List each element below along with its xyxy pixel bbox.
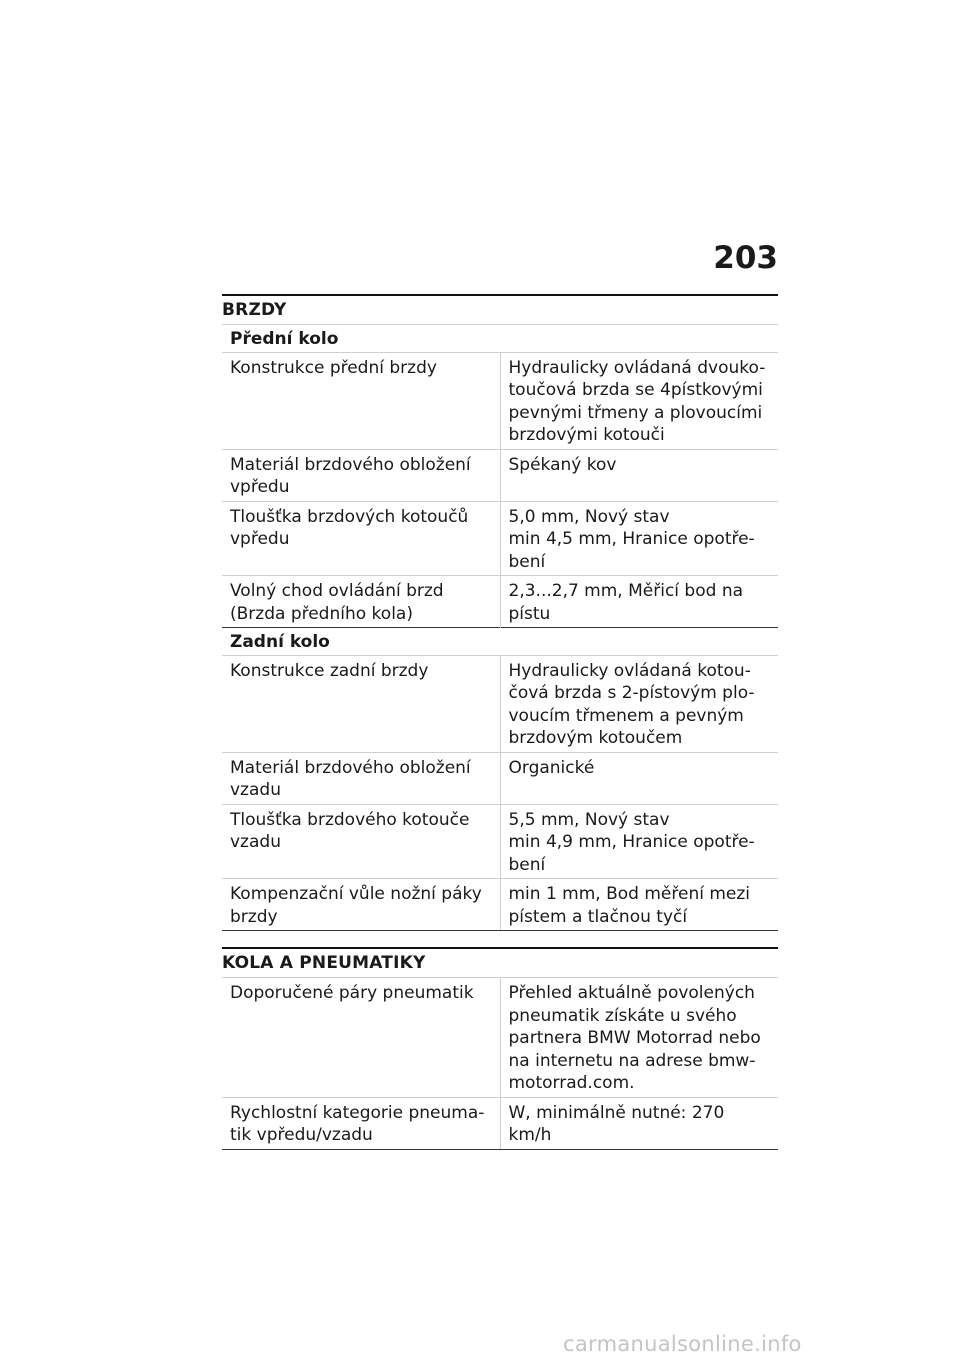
spec-value: Organické <box>500 752 778 804</box>
spec-label: Volný chod ovládání brzd (Brzda předního kola) <box>222 576 500 628</box>
spec-label: Konstrukce přední brzdy <box>222 352 500 449</box>
brakes-table <box>222 324 778 931</box>
table-row <box>222 576 778 628</box>
spec-label: Rychlostní kategorie pneuma- tik vpředu/vzadu <box>222 1097 500 1149</box>
page-number: 203 <box>713 240 778 276</box>
subsection-title: Zadní kolo <box>222 628 778 656</box>
spec-value: 5,0 mm, Nový stav min 4,5 mm, Hranice opotře- bení <box>500 501 778 576</box>
table-row <box>222 879 778 931</box>
table-row <box>222 352 778 449</box>
subsection-rear-wheel <box>222 628 778 656</box>
spec-label: Tloušťka brzdových kotoučů vpředu <box>222 501 500 576</box>
wheels-table <box>222 977 778 1150</box>
spec-label: Tloušťka brzdového kotouče vzadu <box>222 804 500 879</box>
spec-label: Konstrukce zadní brzdy <box>222 655 500 752</box>
spec-value: W, minimálně nutné: 270 km/h <box>500 1097 778 1149</box>
table-row <box>222 752 778 804</box>
spec-label: Doporučené páry pneumatik <box>222 978 500 1098</box>
spec-value: Hydraulicky ovládaná kotou- čová brzda s 2-pístovým plo- voucím třmenem a pevným brzdovým kotoučem <box>500 655 778 752</box>
table-row <box>222 655 778 752</box>
watermark-text: carmanualsonline.info <box>563 1332 802 1356</box>
spec-label: Kompenzační vůle nožní páky brzdy <box>222 879 500 931</box>
spec-content <box>222 294 778 1150</box>
table-row <box>222 501 778 576</box>
table-row <box>222 804 778 879</box>
table-row <box>222 978 778 1098</box>
spec-value: Spékaný kov <box>500 449 778 501</box>
spec-value: 5,5 mm, Nový stav min 4,9 mm, Hranice opotře- bení <box>500 804 778 879</box>
spec-value: min 1 mm, Bod měření mezi pístem a tlačnou tyčí <box>500 879 778 931</box>
table-row <box>222 1097 778 1149</box>
table-row <box>222 449 778 501</box>
spec-value: Hydraulicky ovládaná dvouko- toučová brzda se 4pístkovými pevnými třmeny a plovoucími brzdovými kotouči <box>500 352 778 449</box>
spec-value: Přehled aktuálně povolených pneumatik získáte u svého partnera BMW Motorrad nebo na internetu na adrese bmw- motorrad.com. <box>500 978 778 1098</box>
section-title-wheels-tyres: KOLA A PNEUMATIKY <box>222 947 778 977</box>
section-title-brakes: BRZDY <box>222 294 778 324</box>
spec-label: Materiál brzdového obložení vzadu <box>222 752 500 804</box>
subsection-title: Přední kolo <box>222 325 778 353</box>
spec-value: 2,3...2,7 mm, Měřicí bod na pístu <box>500 576 778 628</box>
spec-label: Materiál brzdového obložení vpředu <box>222 449 500 501</box>
subsection-front-wheel <box>222 325 778 353</box>
